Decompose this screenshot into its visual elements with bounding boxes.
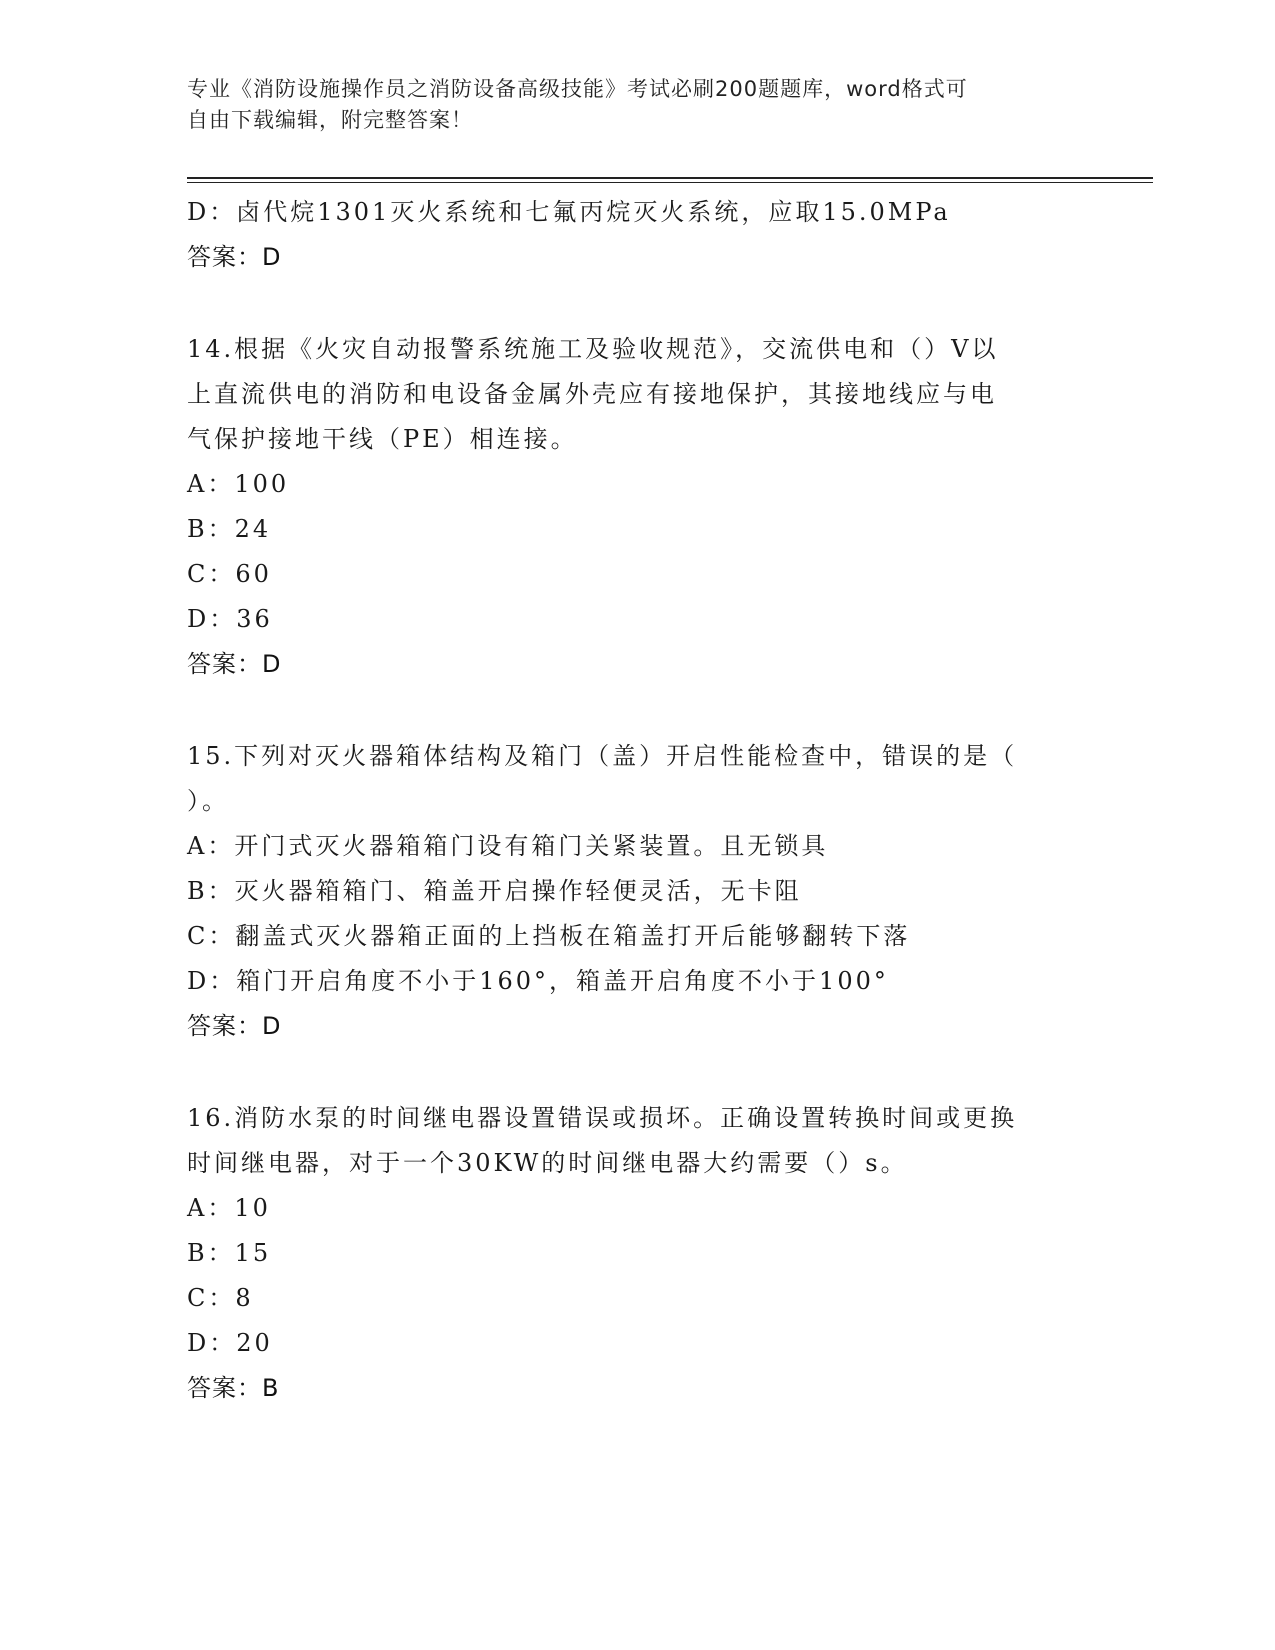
question-16 <box>187 1096 1087 1411</box>
option-d: D：20 <box>187 1329 273 1357</box>
option-c: C：翻盖式灭火器箱正面的上挡板在箱盖打开后能够翻转下落 <box>187 922 911 950</box>
answer: 答案：D <box>187 650 282 678</box>
page-header <box>187 74 1067 136</box>
header-line-1: 专业《消防设施操作员之消防设备高级技能》考试必刷200题题库，word格式可 <box>187 77 968 101</box>
question-14 <box>187 327 1087 687</box>
option-b: B：灭火器箱箱门、箱盖开启操作轻便灵活，无卡阻 <box>187 877 802 905</box>
option-a: A：10 <box>187 1194 271 1222</box>
answer: 答案：D <box>187 243 282 271</box>
question-stem-line: 上直流供电的消防和电设备金属外壳应有接地保护，其接地线应与电 <box>187 380 997 408</box>
answer: 答案：D <box>187 1012 282 1040</box>
question-stem-line: 16.消防水泵的时间继电器设置错误或损坏。正确设置转换时间或更换 <box>187 1104 1018 1132</box>
option-a: A：100 <box>187 470 290 498</box>
question-stem-line: ）。 <box>187 787 229 815</box>
option-c: C：60 <box>187 560 272 588</box>
option-b: B：24 <box>187 515 272 543</box>
question-stem-line: 气保护接地干线（PE）相连接。 <box>187 425 578 453</box>
question-list <box>187 190 1087 1411</box>
option-b: B：15 <box>187 1239 272 1267</box>
question-stem-line: 14.根据《火灾自动报警系统施工及验收规范》，交流供电和（）V以 <box>187 335 999 363</box>
option-d: D：卤代烷1301灭火系统和七氟丙烷灭火系统，应取15.0MPa <box>187 198 951 226</box>
question-15 <box>187 734 1087 1049</box>
question-stem-line: 时间继电器，对于一个30KW的时间继电器大约需要（）s。 <box>187 1149 908 1177</box>
option-c: C：8 <box>187 1284 254 1312</box>
question-13-tail <box>187 190 1087 280</box>
question-stem-line: 15.下列对灭火器箱体结构及箱门（盖）开启性能检查中，错误的是（ <box>187 742 1018 770</box>
answer: 答案：B <box>187 1374 280 1402</box>
option-a: A：开门式灭火器箱箱门设有箱门关紧装置。且无锁具 <box>187 832 829 860</box>
header-divider-thick <box>187 177 1153 179</box>
option-d: D：36 <box>187 605 273 633</box>
header-line-2: 自由下载编辑，附完整答案！ <box>187 108 473 132</box>
header-divider-thin <box>187 182 1153 183</box>
option-d: D：箱门开启角度不小于160°，箱盖开启角度不小于100° <box>187 967 889 995</box>
